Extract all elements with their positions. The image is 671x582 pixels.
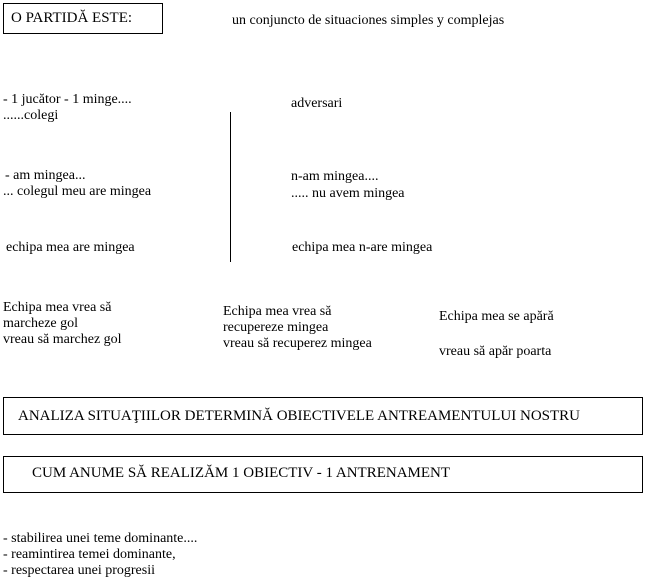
objective-defend-line2: vreau să apăr poarta xyxy=(439,344,552,359)
bullet-list xyxy=(3,531,197,579)
objective-score-line3: vreau să marchez gol xyxy=(3,332,122,347)
bullet-item: - reamintirea temei dominante, xyxy=(3,547,176,562)
training-box xyxy=(3,456,643,493)
column-divider xyxy=(230,112,231,262)
right-line2b: ..... nu avem mingea xyxy=(291,186,405,201)
subtitle: un conjuncto de situaciones simples y complejas xyxy=(232,13,505,28)
objective-score xyxy=(3,300,122,348)
objective-defend-line1: Echipa mea se apără xyxy=(439,309,554,324)
right-line3: echipa mea n-are mingea xyxy=(292,240,433,255)
objective-score-line2: marcheze gol xyxy=(3,316,79,331)
objective-recover xyxy=(223,304,372,352)
objective-score-line1: Echipa mea vrea să xyxy=(3,300,112,315)
right-line1: adversari xyxy=(291,96,343,111)
analysis-box xyxy=(3,397,643,435)
left-line3: echipa mea are mingea xyxy=(6,240,135,255)
objective-recover-line1: Echipa mea vrea să xyxy=(223,304,332,319)
left-line1b: ......colegi xyxy=(3,108,59,123)
bullet-item: - stabilirea unei teme dominante.... xyxy=(3,531,198,546)
left-line1a: - 1 jucător - 1 minge.... xyxy=(3,92,132,107)
title-box xyxy=(3,3,163,34)
training-text: CUM ANUME SĂ REALIZĂM 1 OBIECTIV - 1 ANTRENAMENT xyxy=(32,465,451,481)
bullet-item: - respectarea unei progresii xyxy=(3,563,155,578)
objective-recover-line2: recupereze mingea xyxy=(223,320,329,335)
left-line2b: ... colegul meu are mingea xyxy=(3,184,152,199)
analysis-text: ANALIZA SITUAŢIILOR DETERMINĂ OBIECTIVELE ANTREAMENTULUI NOSTRU xyxy=(18,408,581,424)
right-line2a: n-am mingea.... xyxy=(291,169,379,184)
objective-recover-line3: vreau să recuperez mingea xyxy=(223,336,372,351)
title-text: O PARTIDĂ ESTE: xyxy=(11,10,133,26)
left-line2a: - am mingea... xyxy=(5,168,86,183)
